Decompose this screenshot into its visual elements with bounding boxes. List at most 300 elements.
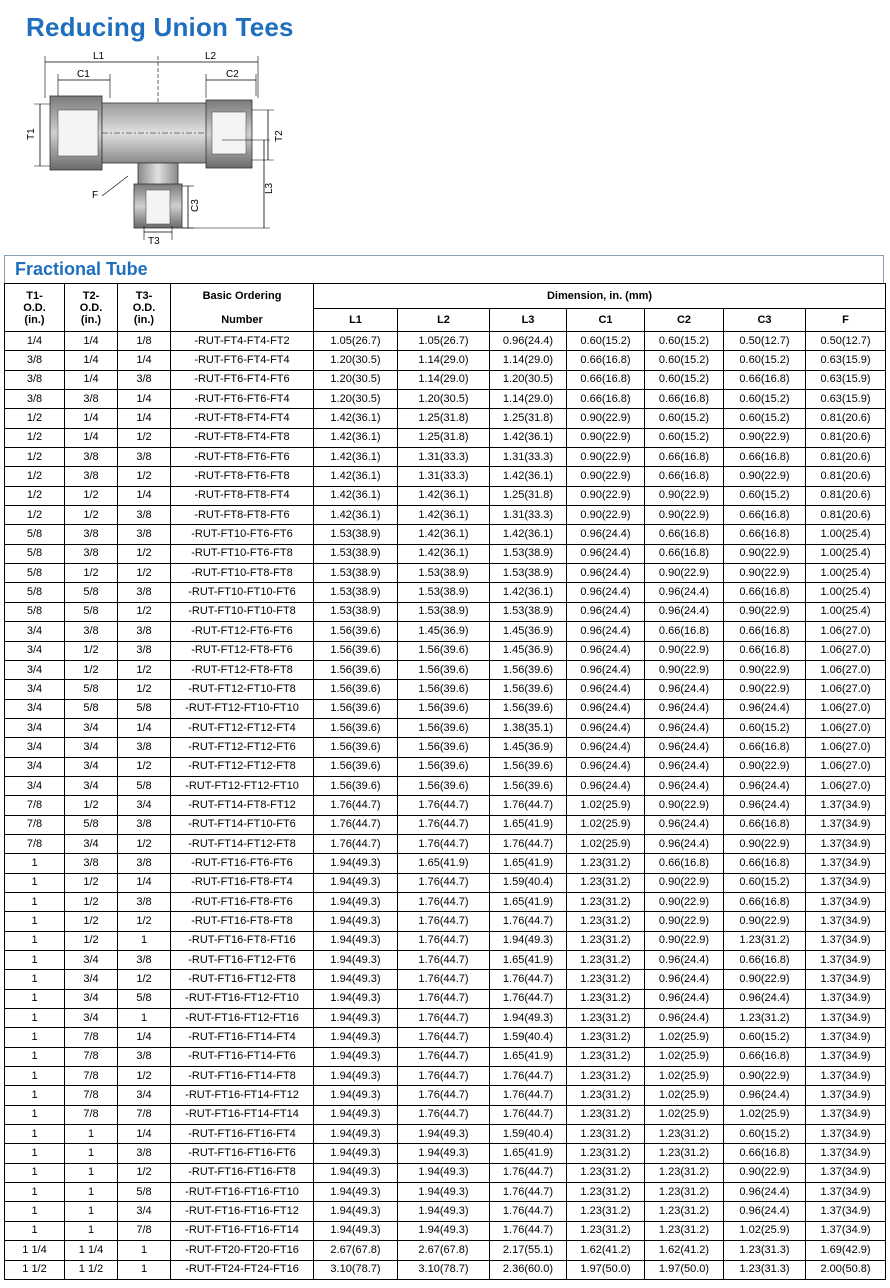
cell-c3: 0.96(24.4) [724,776,806,795]
cell-l3: 1.25(31.8) [490,486,567,505]
cell-c3: 0.66(16.8) [724,854,806,873]
cell-l1: 1.94(49.3) [314,931,398,950]
label-l1: L1 [93,51,105,62]
cell-t2: 1/2 [65,873,118,892]
cell-l1: 1.94(49.3) [314,1047,398,1066]
cell-c1: 0.96(24.4) [567,699,645,718]
cell-l2: 3.10(78.7) [398,1260,490,1279]
cell-t2: 5/8 [65,583,118,602]
cell-t2: 1 [65,1202,118,1221]
cell-l1: 1.94(49.3) [314,1202,398,1221]
cell-t2: 7/8 [65,1067,118,1086]
cell-c3: 0.90(22.9) [724,428,806,447]
cell-c2: 1.02(25.9) [645,1047,724,1066]
cell-f: 1.06(27.0) [806,738,886,757]
table-body [5,332,886,1280]
label-t3: T3 [148,236,160,247]
cell-l1: 1.42(36.1) [314,506,398,525]
cell-t2: 1/4 [65,428,118,447]
cell-t1: 1 [5,1144,65,1163]
cell-c1: 0.90(22.9) [567,486,645,505]
cell-f: 1.37(34.9) [806,1105,886,1124]
table-row [5,1183,886,1202]
cell-c2: 0.60(15.2) [645,428,724,447]
cell-l2: 1.56(39.6) [398,699,490,718]
table-row [5,834,886,853]
cell-c2: 1.02(25.9) [645,1105,724,1124]
cell-t2: 5/8 [65,815,118,834]
cell-ordering-number: -RUT-FT12-FT6-FT6 [171,622,314,641]
cell-c2: 0.90(22.9) [645,873,724,892]
cell-c2: 1.02(25.9) [645,1067,724,1086]
cell-c3: 0.90(22.9) [724,1163,806,1182]
cell-l3: 1.56(39.6) [490,757,567,776]
cell-c2: 0.90(22.9) [645,892,724,911]
cell-c1: 0.90(22.9) [567,409,645,428]
cell-l3: 1.56(39.6) [490,680,567,699]
cell-t3: 3/8 [118,951,171,970]
header-dimension: Dimension, in. (mm) [314,284,886,309]
table-row [5,796,886,815]
cell-c2: 0.90(22.9) [645,641,724,660]
cell-c2: 0.96(24.4) [645,718,724,737]
cell-c2: 0.96(24.4) [645,951,724,970]
cell-t2: 3/4 [65,718,118,737]
cell-f: 1.37(34.9) [806,970,886,989]
cell-f: 1.37(34.9) [806,796,886,815]
cell-ordering-number: -RUT-FT16-FT16-FT12 [171,1202,314,1221]
cell-c2: 0.96(24.4) [645,970,724,989]
cell-l1: 1.42(36.1) [314,448,398,467]
table-row [5,1144,886,1163]
table-row [5,602,886,621]
cell-l2: 2.67(67.8) [398,1241,490,1260]
cell-t2: 3/4 [65,834,118,853]
cell-l2: 1.65(41.9) [398,854,490,873]
cell-c2: 1.02(25.9) [645,1086,724,1105]
cell-c3: 0.96(24.4) [724,1086,806,1105]
label-f: F [92,190,99,201]
cell-c3: 0.50(12.7) [724,332,806,351]
cell-l1: 1.53(38.9) [314,564,398,583]
cell-l2: 1.76(44.7) [398,989,490,1008]
cell-f: 0.63(15.9) [806,390,886,409]
cell-c3: 0.60(15.2) [724,390,806,409]
cell-l2: 1.56(39.6) [398,718,490,737]
cell-c1: 0.90(22.9) [567,448,645,467]
cell-f: 1.00(25.4) [806,583,886,602]
cell-c1: 0.90(22.9) [567,467,645,486]
cell-c1: 1.23(31.2) [567,989,645,1008]
cell-c2: 1.23(31.2) [645,1183,724,1202]
cell-l1: 1.94(49.3) [314,912,398,931]
cell-l1: 1.56(39.6) [314,699,398,718]
cell-c3: 0.96(24.4) [724,1202,806,1221]
cell-l2: 1.76(44.7) [398,1067,490,1086]
cell-t3: 3/8 [118,892,171,911]
cell-ordering-number: -RUT-FT14-FT10-FT6 [171,815,314,834]
cell-l1: 1.94(49.3) [314,1183,398,1202]
cell-t2: 3/4 [65,951,118,970]
cell-c1: 1.23(31.2) [567,892,645,911]
cell-ordering-number: -RUT-FT12-FT12-FT10 [171,776,314,795]
table-row [5,912,886,931]
cell-t2: 3/8 [65,854,118,873]
cell-c1: 0.96(24.4) [567,564,645,583]
cell-f: 1.00(25.4) [806,525,886,544]
cell-c1: 1.23(31.2) [567,1144,645,1163]
cell-l3: 1.76(44.7) [490,989,567,1008]
table-row [5,757,886,776]
cell-t3: 1/2 [118,660,171,679]
cell-t3: 1/2 [118,428,171,447]
cell-c1: 0.96(24.4) [567,718,645,737]
cell-l1: 1.76(44.7) [314,834,398,853]
cell-l1: 1.05(26.7) [314,332,398,351]
table-row [5,854,886,873]
cell-t2: 5/8 [65,602,118,621]
cell-l1: 2.67(67.8) [314,1241,398,1260]
cell-t3: 1/4 [118,351,171,370]
cell-l2: 1.42(36.1) [398,525,490,544]
cell-c3: 1.02(25.9) [724,1221,806,1240]
cell-l3: 1.65(41.9) [490,892,567,911]
cell-f: 1.06(27.0) [806,776,886,795]
cell-ordering-number: -RUT-FT10-FT6-FT8 [171,544,314,563]
cell-t3: 1/2 [118,834,171,853]
cell-l2: 1.76(44.7) [398,1009,490,1028]
cell-ordering-number: -RUT-FT14-FT8-FT12 [171,796,314,815]
label-l2: L2 [205,51,217,62]
cell-l2: 1.94(49.3) [398,1202,490,1221]
cell-l2: 1.53(38.9) [398,602,490,621]
cell-f: 0.81(20.6) [806,409,886,428]
cell-l3: 1.59(40.4) [490,1125,567,1144]
cell-l3: 1.76(44.7) [490,1067,567,1086]
cell-c1: 1.23(31.2) [567,1163,645,1182]
cell-t2: 1 [65,1144,118,1163]
cell-ordering-number: -RUT-FT6-FT4-FT4 [171,351,314,370]
table-row [5,776,886,795]
cell-f: 1.00(25.4) [806,602,886,621]
cell-t3: 1/2 [118,757,171,776]
cell-t2: 3/8 [65,390,118,409]
cell-c3: 0.60(15.2) [724,873,806,892]
cell-ordering-number: -RUT-FT12-FT12-FT4 [171,718,314,737]
cell-t3: 1/2 [118,680,171,699]
cell-ordering-number: -RUT-FT16-FT12-FT8 [171,970,314,989]
table-row [5,1009,886,1028]
cell-c2: 0.66(16.8) [645,525,724,544]
cell-t1: 5/8 [5,602,65,621]
cell-l3: 1.53(38.9) [490,564,567,583]
cell-f: 0.81(20.6) [806,428,886,447]
cell-l1: 1.94(49.3) [314,1221,398,1240]
cell-t2: 1/2 [65,912,118,931]
cell-t1: 5/8 [5,525,65,544]
cell-t1: 3/8 [5,370,65,389]
cell-f: 1.37(34.9) [806,989,886,1008]
cell-l1: 1.76(44.7) [314,815,398,834]
cell-t1: 5/8 [5,544,65,563]
cell-t3: 3/4 [118,796,171,815]
cell-ordering-number: -RUT-FT16-FT12-FT16 [171,1009,314,1028]
header-c1: C1 [567,309,645,332]
cell-c3: 0.90(22.9) [724,660,806,679]
cell-c3: 1.23(31.3) [724,1241,806,1260]
label-t1: T1 [26,128,37,140]
cell-l3: 1.45(36.9) [490,641,567,660]
cell-c3: 0.66(16.8) [724,1144,806,1163]
cell-t1: 1 [5,1105,65,1124]
cell-f: 1.00(25.4) [806,564,886,583]
cell-ordering-number: -RUT-FT16-FT12-FT10 [171,989,314,1008]
cell-l1: 1.56(39.6) [314,776,398,795]
cell-c3: 0.66(16.8) [724,738,806,757]
cell-c1: 1.97(50.0) [567,1260,645,1279]
cell-l3: 1.56(39.6) [490,776,567,795]
cell-t2: 3/4 [65,757,118,776]
cell-t2: 3/4 [65,989,118,1008]
cell-l1: 1.56(39.6) [314,757,398,776]
cell-ordering-number: -RUT-FT8-FT6-FT8 [171,467,314,486]
cell-c1: 0.96(24.4) [567,660,645,679]
cell-t1: 3/4 [5,757,65,776]
cell-t3: 3/8 [118,622,171,641]
cell-c3: 0.96(24.4) [724,796,806,815]
cell-l1: 1.56(39.6) [314,641,398,660]
cell-c3: 0.90(22.9) [724,564,806,583]
cell-t3: 1 [118,1009,171,1028]
cell-t2: 1 [65,1221,118,1240]
cell-l1: 1.53(38.9) [314,583,398,602]
cell-c1: 1.23(31.2) [567,1067,645,1086]
header-c3: C3 [724,309,806,332]
cell-c3: 0.66(16.8) [724,815,806,834]
cell-t3: 1 [118,1260,171,1279]
cell-l3: 1.25(31.8) [490,409,567,428]
header-l3: L3 [490,309,567,332]
cell-l3: 1.14(29.0) [490,390,567,409]
table-row [5,467,886,486]
cell-c1: 0.96(24.4) [567,738,645,757]
header-c2: C2 [645,309,724,332]
cell-t3: 3/8 [118,815,171,834]
cell-c2: 1.23(31.2) [645,1144,724,1163]
cell-ordering-number: -RUT-FT10-FT10-FT8 [171,602,314,621]
cell-t1: 1 [5,1202,65,1221]
header-t2-od: T2- O.D. (in.) [65,284,118,332]
cell-c2: 0.96(24.4) [645,699,724,718]
cell-c3: 1.23(31.3) [724,1260,806,1279]
cell-c2: 0.66(16.8) [645,467,724,486]
cell-l1: 1.53(38.9) [314,544,398,563]
cell-c2: 0.60(15.2) [645,370,724,389]
cell-t3: 1/8 [118,332,171,351]
cell-t1: 1/2 [5,506,65,525]
cell-l3: 1.65(41.9) [490,1144,567,1163]
cell-l3: 1.76(44.7) [490,1163,567,1182]
cell-l3: 1.76(44.7) [490,796,567,815]
cell-l3: 2.17(55.1) [490,1241,567,1260]
header-l2: L2 [398,309,490,332]
cell-l3: 1.59(40.4) [490,1028,567,1047]
header-number: Number [171,309,314,332]
cell-f: 1.37(34.9) [806,912,886,931]
header-basic-ordering: Basic Ordering [171,284,314,309]
cell-t1: 1 [5,1086,65,1105]
cell-ordering-number: -RUT-FT12-FT12-FT6 [171,738,314,757]
table-row [5,660,886,679]
cell-t3: 1/2 [118,1163,171,1182]
cell-l3: 1.76(44.7) [490,1086,567,1105]
cell-t3: 3/8 [118,370,171,389]
table-row [5,1241,886,1260]
cell-l1: 1.20(30.5) [314,351,398,370]
cell-f: 1.37(34.9) [806,1144,886,1163]
cell-c2: 0.96(24.4) [645,602,724,621]
cell-t3: 3/4 [118,1086,171,1105]
cell-l1: 1.56(39.6) [314,738,398,757]
cell-t1: 1 [5,970,65,989]
cell-c3: 0.60(15.2) [724,1125,806,1144]
cell-c1: 0.60(15.2) [567,332,645,351]
cell-ordering-number: -RUT-FT16-FT14-FT14 [171,1105,314,1124]
cell-l2: 1.25(31.8) [398,409,490,428]
cell-t3: 1/4 [118,486,171,505]
section-header [4,255,884,283]
cell-c1: 1.23(31.2) [567,1221,645,1240]
cell-t2: 7/8 [65,1086,118,1105]
cell-t3: 3/8 [118,738,171,757]
cell-l2: 1.42(36.1) [398,506,490,525]
cell-l3: 1.31(33.3) [490,448,567,467]
cell-t2: 1/4 [65,370,118,389]
cell-t2: 1 1/2 [65,1260,118,1279]
table-row [5,718,886,737]
cell-f: 1.69(42.9) [806,1241,886,1260]
cell-l2: 1.56(39.6) [398,776,490,795]
cell-l3: 1.76(44.7) [490,834,567,853]
cell-c2: 0.90(22.9) [645,660,724,679]
cell-ordering-number: -RUT-FT16-FT16-FT10 [171,1183,314,1202]
cell-l3: 1.65(41.9) [490,1047,567,1066]
header-f: F [806,309,886,332]
table-row [5,1221,886,1240]
cell-c2: 0.96(24.4) [645,1009,724,1028]
cell-c3: 0.90(22.9) [724,602,806,621]
cell-l1: 1.94(49.3) [314,970,398,989]
cell-t2: 1/4 [65,409,118,428]
cell-l1: 1.53(38.9) [314,525,398,544]
cell-f: 1.37(34.9) [806,1221,886,1240]
cell-c3: 0.60(15.2) [724,486,806,505]
cell-c3: 1.02(25.9) [724,1105,806,1124]
cell-ordering-number: -RUT-FT10-FT6-FT6 [171,525,314,544]
cell-l3: 1.76(44.7) [490,1183,567,1202]
cell-l3: 1.14(29.0) [490,351,567,370]
cell-c2: 1.23(31.2) [645,1125,724,1144]
cell-l2: 1.42(36.1) [398,486,490,505]
cell-t1: 1/2 [5,467,65,486]
cell-l3: 1.65(41.9) [490,951,567,970]
cell-t1: 3/8 [5,390,65,409]
cell-l2: 1.94(49.3) [398,1144,490,1163]
cell-c1: 0.96(24.4) [567,776,645,795]
cell-f: 1.37(34.9) [806,834,886,853]
cell-c3: 0.90(22.9) [724,680,806,699]
cell-l3: 1.94(49.3) [490,931,567,950]
cell-t1: 1 [5,1125,65,1144]
cell-t3: 1/2 [118,564,171,583]
cell-t2: 7/8 [65,1028,118,1047]
cell-ordering-number: -RUT-FT12-FT12-FT8 [171,757,314,776]
cell-c1: 1.23(31.2) [567,1009,645,1028]
cell-c2: 0.66(16.8) [645,390,724,409]
cell-c1: 0.96(24.4) [567,757,645,776]
cell-c1: 0.66(16.8) [567,370,645,389]
cell-ordering-number: -RUT-FT16-FT16-FT14 [171,1221,314,1240]
cell-t3: 3/4 [118,1202,171,1221]
cell-t2: 3/8 [65,467,118,486]
table-row [5,892,886,911]
label-t2: T2 [274,130,285,142]
cell-t3: 3/8 [118,448,171,467]
cell-f: 0.81(20.6) [806,486,886,505]
cell-ordering-number: -RUT-FT16-FT8-FT8 [171,912,314,931]
cell-c3: 0.66(16.8) [724,622,806,641]
cell-c1: 1.23(31.2) [567,1047,645,1066]
cell-c2: 1.23(31.2) [645,1163,724,1182]
cell-f: 1.37(34.9) [806,1086,886,1105]
cell-t3: 1/2 [118,1067,171,1086]
cell-f: 1.37(34.9) [806,854,886,873]
table-row [5,1086,886,1105]
cell-f: 1.37(34.9) [806,892,886,911]
table-row [5,1163,886,1182]
cell-l2: 1.94(49.3) [398,1163,490,1182]
cell-t1: 1 [5,892,65,911]
cell-t3: 5/8 [118,1183,171,1202]
cell-l3: 1.59(40.4) [490,873,567,892]
cell-f: 1.37(34.9) [806,1183,886,1202]
cell-c3: 0.90(22.9) [724,544,806,563]
cell-ordering-number: -RUT-FT16-FT16-FT4 [171,1125,314,1144]
cell-t1: 7/8 [5,834,65,853]
section-title: Fractional Tube [15,259,148,279]
cell-c1: 1.23(31.2) [567,1086,645,1105]
cell-c2: 0.66(16.8) [645,854,724,873]
cell-l3: 1.42(36.1) [490,428,567,447]
cell-f: 1.00(25.4) [806,544,886,563]
cell-c2: 1.23(31.2) [645,1202,724,1221]
cell-c1: 0.96(24.4) [567,622,645,641]
cell-c2: 0.66(16.8) [645,448,724,467]
cell-l1: 1.94(49.3) [314,892,398,911]
cell-l1: 1.56(39.6) [314,718,398,737]
cell-t3: 1/4 [118,1125,171,1144]
cell-t3: 3/8 [118,1047,171,1066]
header-l1: L1 [314,309,398,332]
label-c3: C3 [190,199,201,212]
cell-c1: 0.96(24.4) [567,583,645,602]
cell-c2: 0.90(22.9) [645,796,724,815]
cell-t1: 1 [5,1067,65,1086]
cell-c1: 0.66(16.8) [567,390,645,409]
cell-l3: 1.53(38.9) [490,544,567,563]
cell-c2: 0.96(24.4) [645,815,724,834]
cell-t1: 1 [5,989,65,1008]
